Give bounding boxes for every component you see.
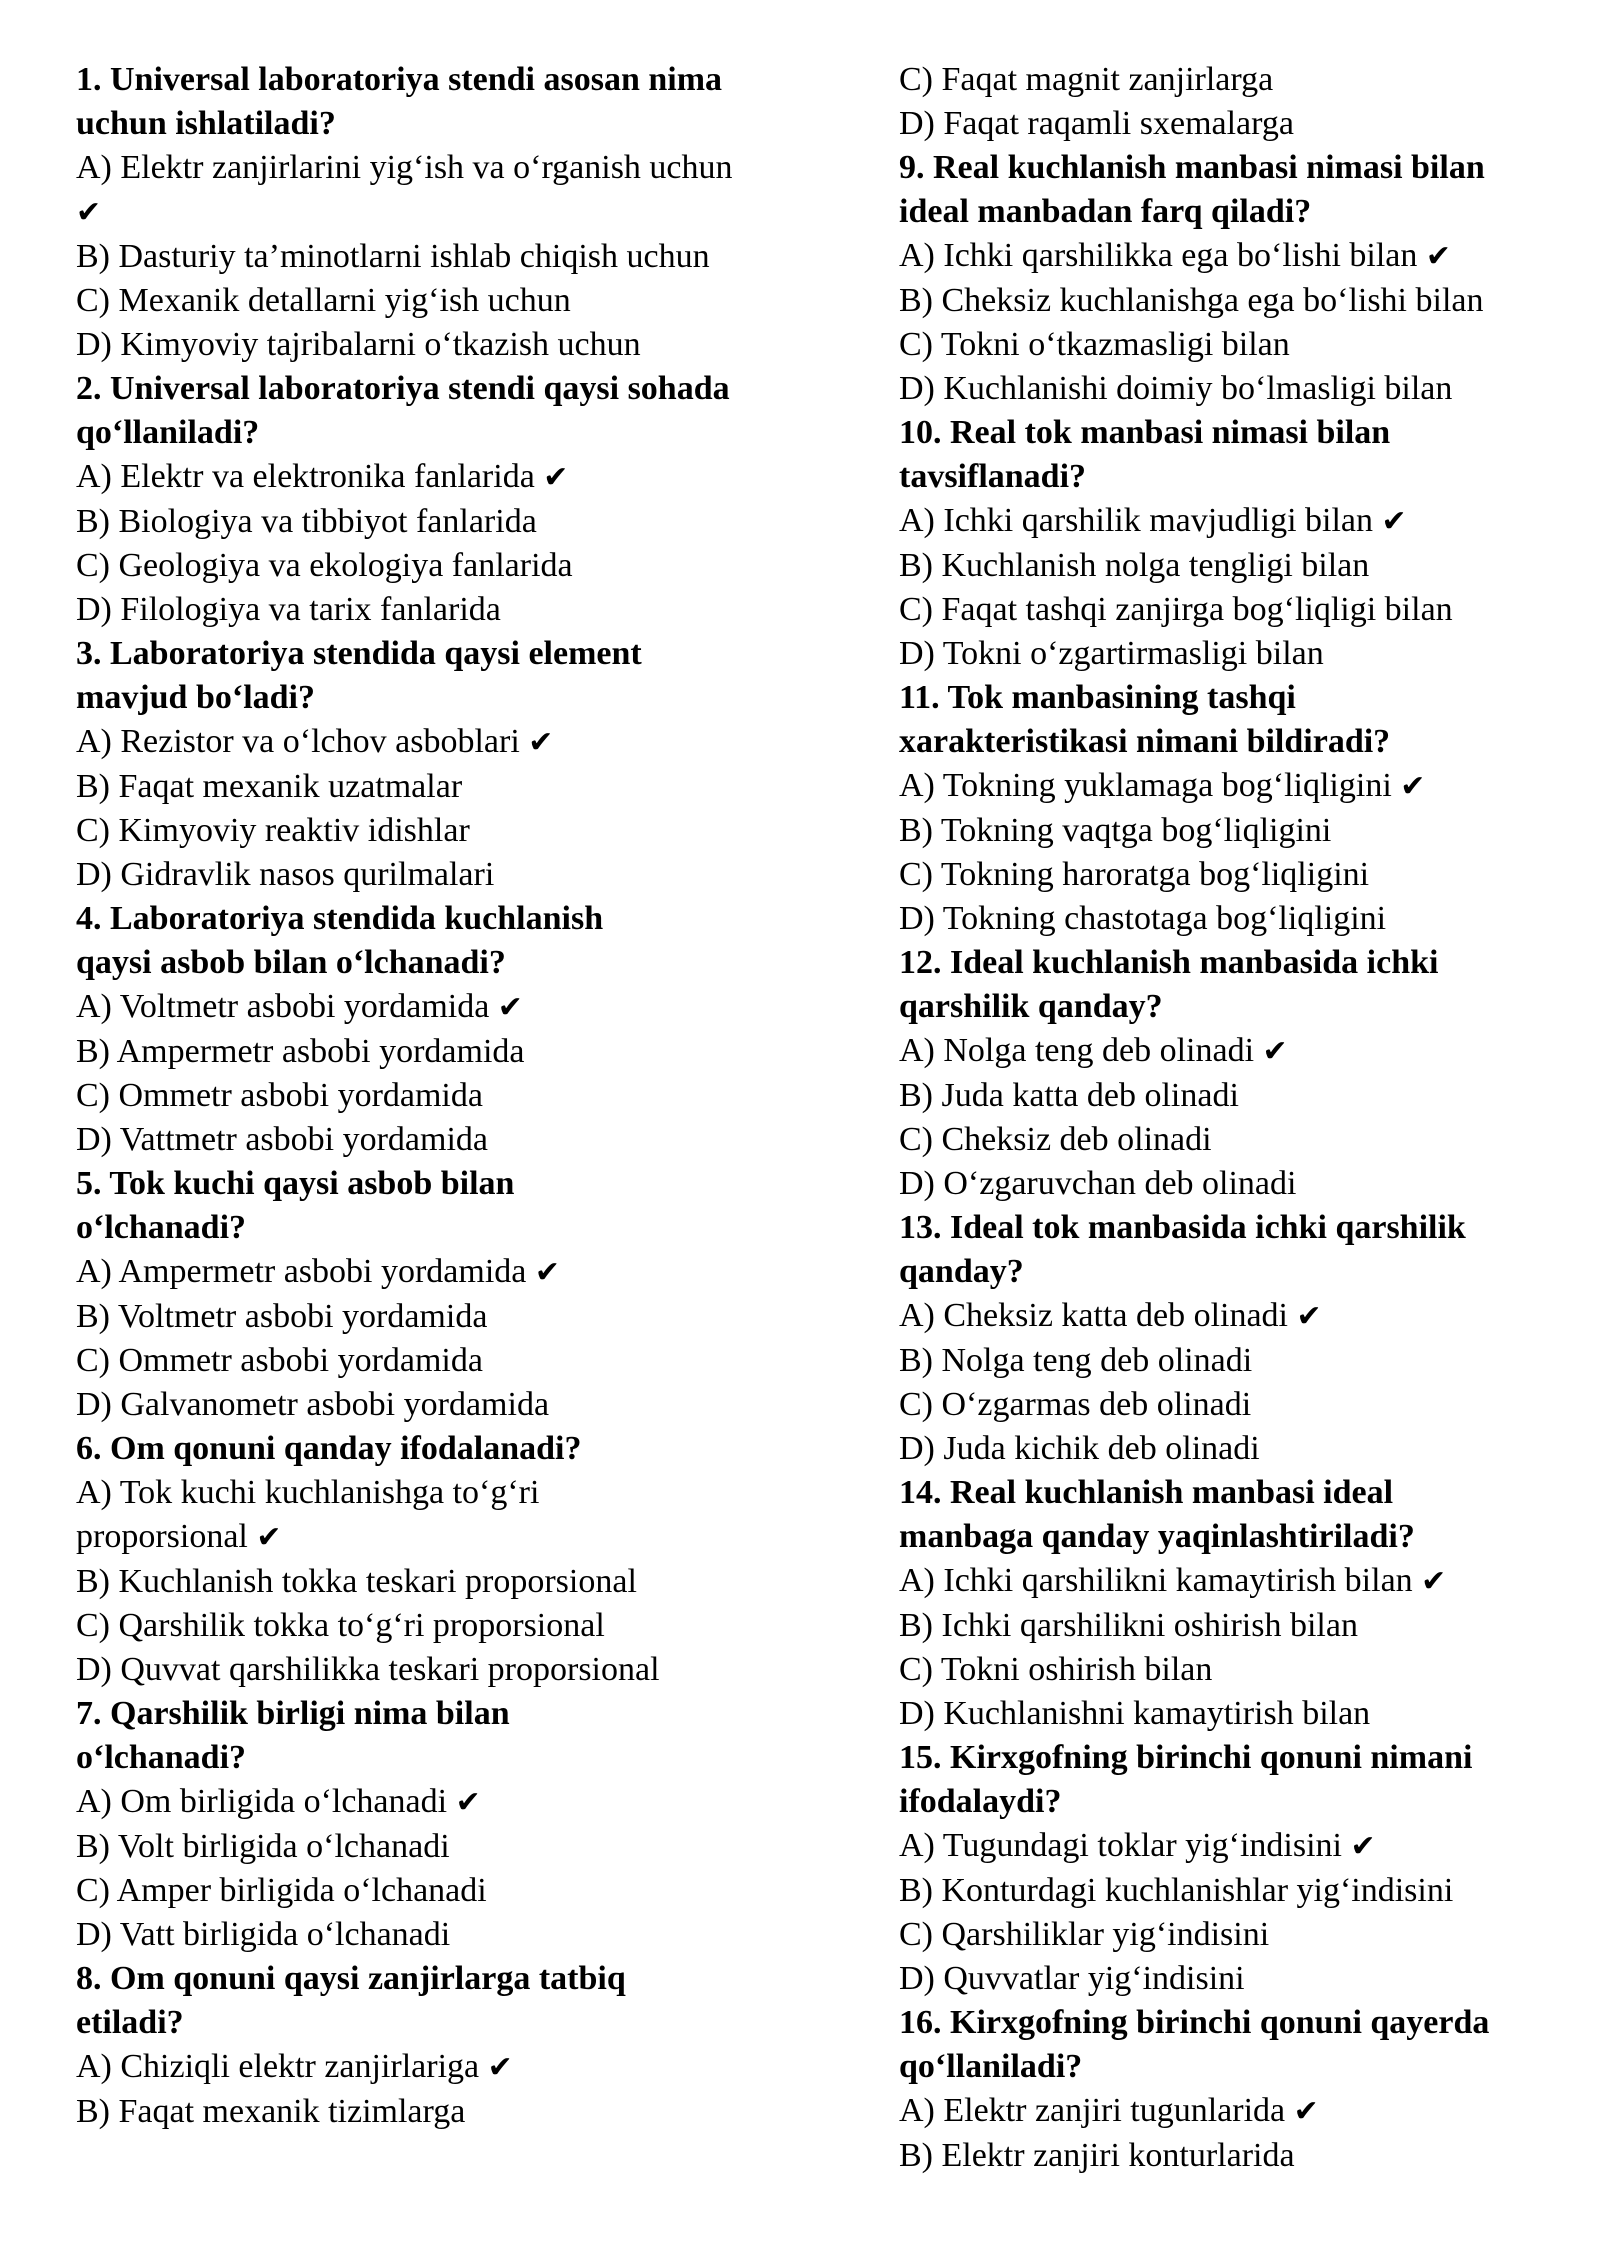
answer-option-line [899,499,1559,544]
answer-option-line [899,1913,1559,1957]
question-line [899,720,1559,764]
answer-option-line [899,367,1559,411]
answer-option-line [76,190,836,235]
question-line [76,1162,836,1206]
option-text: C) Qarshiliklar yig‘indisini [899,1916,1270,1953]
option-text: D) Juda kichik deb olinadi [899,1430,1260,1467]
answer-option-line [899,1162,1559,1206]
option-text: B) Elektr zanjiri konturlarida [899,2137,1295,2174]
option-text: C) O‘zgarmas deb olinadi [899,1386,1252,1423]
answer-option-line [76,500,836,544]
checkmark-icon: ✔ [1296,1299,1322,1334]
question-line [899,190,1559,234]
option-text: D) Kuchlanishni kamaytirish bilan [899,1695,1371,1732]
option-text: B) Konturdagi kuchlanishlar yig‘indisini [899,1872,1454,1909]
option-text: A) Elektr zanjiri tugunlarida [899,2092,1286,2129]
checkmark-icon: ✔ [534,1255,561,1290]
answer-option-line [899,897,1559,941]
question-text: 15. Kirxgofning birinchi qonuni nimani [899,1739,1473,1776]
option-text: D) O‘zgaruvchan deb olinadi [899,1165,1297,1202]
option-text: C) Tokni oshirish bilan [899,1651,1213,1688]
question-line [899,1736,1559,1780]
option-text: C) Geologiya va ekologiya fanlarida [76,547,573,584]
answer-option-line [899,234,1559,279]
option-text: D) Galvanometr asbobi yordamida [76,1386,550,1423]
question-line [899,1206,1559,1250]
answer-option-line [899,1604,1559,1648]
option-text: A) Rezistor va o‘lchov asboblari [76,723,520,760]
question-text: qo‘llaniladi? [76,414,260,451]
answer-option-line [76,720,836,765]
answer-option-line [899,1869,1559,1913]
option-text: A) Ichki qarshilikni kamaytirish bilan [899,1562,1413,1599]
question-line [76,367,836,411]
question-text: ideal manbadan farq qiladi? [899,193,1312,230]
answer-option-line [899,809,1559,853]
answer-option-line [899,2134,1559,2178]
question-line [899,1780,1559,1824]
answer-option-line [76,1118,836,1162]
question-line [76,1206,836,1250]
checkmark-icon: ✔ [528,725,554,760]
question-text: qo‘llaniladi? [899,2048,1083,2085]
answer-option-line [76,2045,836,2090]
option-text: B) Faqat mexanik uzatmalar [76,768,463,805]
answer-option-line [76,1604,836,1648]
option-text: D) Quvvat qarshilikka teskari proporsional [76,1651,660,1688]
option-text: A) Ichki qarshilikka ega bo‘lishi bilan [899,237,1418,274]
option-text: D) Kuchlanishi doimiy bo‘lmasligi bilan [899,370,1453,407]
option-text: A) Elektr zanjirlarini yig‘ish va o‘rganish uchun [76,149,733,186]
option-text: C) Kimyoviy reaktiv idishlar [76,812,470,849]
checkmark-icon: ✔ [1350,1829,1376,1864]
answer-option-line [76,1471,836,1515]
checkmark-icon: ✔ [256,1520,282,1555]
answer-option-line [76,1030,836,1074]
option-text: C) Ommetr asbobi yordamida [76,1342,483,1379]
answer-option-line [76,1825,836,1869]
answer-option-line [76,146,836,190]
question-text: 3. Laboratoriya stendida qaysi element [76,635,642,672]
option-text: C) Ommetr asbobi yordamida [76,1077,483,1114]
question-line [76,1692,836,1736]
option-text: C) Mexanik detallarni yig‘ish uchun [76,282,571,319]
answer-option-line [899,1559,1559,1604]
question-line [76,1957,836,2001]
checkmark-icon: ✔ [455,1785,481,1820]
answer-option-line [76,1648,836,1692]
answer-option-line [76,1074,836,1118]
question-line [899,1250,1559,1294]
option-text: B) Cheksiz kuchlanishga ega bo‘lishi bilan [899,282,1484,319]
option-text: D) Quvvatlar yig‘indisini [899,1960,1245,1997]
question-line [899,1515,1559,1559]
question-line [899,676,1559,720]
answer-option-line [899,58,1559,102]
question-text: 9. Real kuchlanish manbasi nimasi bilan [899,149,1485,186]
option-text: B) Kuchlanish tokka teskari proporsional [76,1563,637,1600]
option-text: D) Tokni o‘zgartirmasligi bilan [899,635,1324,672]
option-text: A) Ichki qarshilik mavjudligi bilan [899,502,1374,539]
question-text: qanday? [899,1253,1024,1290]
option-text: proporsional [76,1518,248,1555]
question-line [76,897,836,941]
option-text: A) Nolga teng deb olinadi [899,1032,1255,1069]
checkmark-icon: ✔ [1425,239,1452,274]
question-line [76,1427,836,1471]
option-text: A) Voltmetr asbobi yordamida [76,988,490,1025]
answer-option-line [76,1515,836,1560]
checkmark-icon: ✔ [76,195,102,230]
question-text: etiladi? [76,2004,184,2041]
answer-option-line [899,1824,1559,1869]
answer-option-line [76,1780,836,1825]
answer-option-line [76,455,836,500]
answer-option-line [899,102,1559,146]
answer-option-line [899,1118,1559,1162]
question-line [899,146,1559,190]
checkmark-icon: ✔ [543,460,569,495]
option-text: B) Kuchlanish nolga tengligi bilan [899,547,1370,584]
right-column [899,58,1559,2178]
answer-option-line [899,1648,1559,1692]
answer-option-line [76,588,836,632]
option-text: B) Faqat mexanik tizimlarga [76,2093,466,2130]
option-text: B) Tokning vaqtga bog‘liqligini [899,812,1332,849]
question-text: 6. Om qonuni qanday ifodalanadi? [76,1430,582,1467]
option-text: A) Om birligida o‘lchanadi [76,1783,448,1820]
answer-option-line [76,985,836,1030]
answer-option-line [899,1692,1559,1736]
answer-option-line [899,1029,1559,1074]
option-text: A) Tok kuchi kuchlanishga to‘g‘ri [76,1474,540,1511]
question-text: 4. Laboratoriya stendida kuchlanish [76,900,604,937]
answer-option-line [76,1560,836,1604]
question-text: xarakteristikasi nimani bildiradi? [899,723,1391,760]
question-line [76,632,836,676]
question-text: 7. Qarshilik birligi nima bilan [76,1695,510,1732]
question-line [899,2001,1559,2045]
option-text: A) Tugundagi toklar yig‘indisini [899,1827,1342,1864]
answer-option-line [76,235,836,279]
answer-option-line [76,1913,836,1957]
option-text: B) Dasturiy ta’minotlarni ishlab chiqish uchun [76,238,710,275]
question-line [76,58,836,102]
question-text: 14. Real kuchlanish manbasi ideal [899,1474,1394,1511]
question-line [76,411,836,455]
left-column [76,58,836,2134]
question-text: 8. Om qonuni qaysi zanjirlarga tatbiq [76,1960,626,1997]
question-line [899,1471,1559,1515]
question-line [76,676,836,720]
option-text: C) Amper birligida o‘lchanadi [76,1872,487,1909]
answer-option-line [76,1339,836,1383]
question-text: uchun ishlatiladi? [76,105,336,142]
question-text: 5. Tok kuchi qaysi asbob bilan [76,1165,515,1202]
answer-option-line [899,1294,1559,1339]
option-text: D) Gidravlik nasos qurilmalari [76,856,495,893]
option-text: C) Faqat tashqi zanjirga bog‘liqligi bilan [899,591,1453,628]
option-text: A) Tokning yuklamaga bog‘liqligini [899,767,1392,804]
question-line [899,455,1559,499]
checkmark-icon: ✔ [1293,2094,1319,2129]
checkmark-icon: ✔ [487,2050,513,2085]
question-text: 2. Universal laboratoriya stendi qaysi sohada [76,370,730,407]
question-line [899,985,1559,1029]
answer-option-line [899,853,1559,897]
option-text: C) Qarshilik tokka to‘g‘ri proporsional [76,1607,605,1644]
question-text: 1. Universal laboratoriya stendi asosan nima [76,61,723,98]
question-text: 11. Tok manbasining tashqi [899,679,1296,716]
option-text: D) Tokning chastotaga bog‘liqligini [899,900,1387,937]
option-text: A) Elektr va elektronika fanlarida [76,458,535,495]
checkmark-icon: ✔ [497,990,523,1025]
answer-option-line [899,279,1559,323]
question-text: qaysi asbob bilan o‘lchanadi? [76,944,506,981]
option-text: C) Cheksiz deb olinadi [899,1121,1212,1158]
answer-option-line [76,279,836,323]
checkmark-icon: ✔ [1262,1034,1288,1069]
question-text: mavjud bo‘ladi? [76,679,315,716]
question-text: manbaga qanday yaqinlashtiriladi? [899,1518,1415,1555]
checkmark-icon: ✔ [1400,769,1426,804]
answer-option-line [76,2090,836,2134]
answer-option-line [76,323,836,367]
option-text: B) Biologiya va tibbiyot fanlarida [76,503,537,540]
question-text: qarshilik qanday? [899,988,1163,1025]
question-text: 13. Ideal tok manbasida ichki qarshilik [899,1209,1466,1246]
option-text: D) Faqat raqamli sxemalarga [899,105,1294,142]
checkmark-icon: ✔ [1381,504,1407,539]
option-text: C) Tokni o‘tkazmasligi bilan [899,326,1290,363]
question-text: ifodalaydi? [899,1783,1062,1820]
answer-option-line [76,1250,836,1295]
question-text: 16. Kirxgofning birinchi qonuni qayerda [899,2004,1490,2041]
option-text: A) Cheksiz katta deb olinadi [899,1297,1289,1334]
answer-option-line [76,1383,836,1427]
option-text: B) Ichki qarshilikni oshirish bilan [899,1607,1358,1644]
question-line [899,941,1559,985]
answer-option-line [899,1074,1559,1118]
answer-option-line [899,1957,1559,2001]
question-text: 10. Real tok manbasi nimasi bilan [899,414,1391,451]
answer-option-line [899,1339,1559,1383]
option-text: D) Vattmetr asbobi yordamida [76,1121,489,1158]
question-text: 12. Ideal kuchlanish manbasida ichki [899,944,1439,981]
question-text: tavsiflanadi? [899,458,1087,495]
checkmark-icon: ✔ [1421,1564,1447,1599]
option-text: B) Ampermetr asbobi yordamida [76,1033,525,1070]
question-line [76,1736,836,1780]
option-text: C) Tokning haroratga bog‘liqligini [899,856,1370,893]
option-text: B) Nolga teng deb olinadi [899,1342,1253,1379]
answer-option-line [76,1295,836,1339]
answer-option-line [899,588,1559,632]
answer-option-line [899,2089,1559,2134]
option-text: B) Juda katta deb olinadi [899,1077,1239,1114]
option-text: A) Chiziqli elektr zanjirlariga [76,2048,480,2085]
question-line [76,2001,836,2045]
answer-option-line [76,1869,836,1913]
question-text: o‘lchanadi? [76,1739,247,1776]
option-text: C) Faqat magnit zanjirlarga [899,61,1274,98]
option-text: A) Ampermetr asbobi yordamida [76,1253,527,1290]
answer-option-line [76,853,836,897]
answer-option-line [899,764,1559,809]
option-text: B) Voltmetr asbobi yordamida [76,1298,488,1335]
option-text: D) Vatt birligida o‘lchanadi [76,1916,451,1953]
answer-option-line [899,544,1559,588]
question-text: o‘lchanadi? [76,1209,247,1246]
answer-option-line [899,1427,1559,1471]
answer-option-line [899,1383,1559,1427]
question-line [76,102,836,146]
answer-option-line [899,323,1559,367]
question-line [899,2045,1559,2089]
option-text: B) Volt birligida o‘lchanadi [76,1828,450,1865]
answer-option-line [76,544,836,588]
question-line [76,941,836,985]
option-text: D) Kimyoviy tajribalarni o‘tkazish uchun [76,326,641,363]
question-line [899,411,1559,455]
answer-option-line [76,765,836,809]
option-text: D) Filologiya va tarix fanlarida [76,591,501,628]
answer-option-line [899,632,1559,676]
answer-option-line [76,809,836,853]
